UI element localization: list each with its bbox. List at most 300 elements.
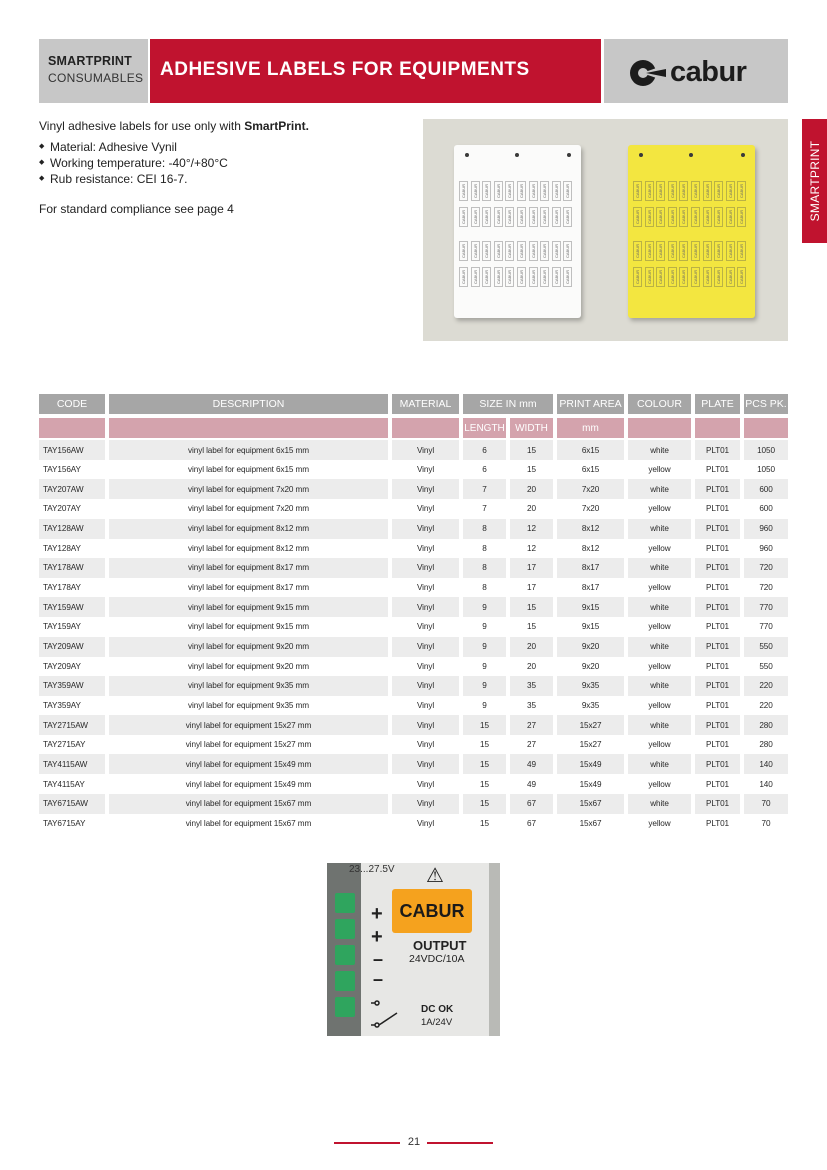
- cell-code: TAY128AW: [39, 519, 105, 539]
- mini-label: CABUR: [494, 241, 503, 261]
- mini-label: CABUR: [529, 207, 538, 227]
- mini-label: CABUR: [668, 241, 677, 261]
- cell-plate: PLT01: [695, 715, 740, 735]
- cell-colour: white: [628, 558, 691, 578]
- table-row: [39, 578, 788, 598]
- mini-label: CABUR: [482, 207, 491, 227]
- cell-width: 20: [527, 661, 536, 671]
- cell-plate: PLT01: [695, 558, 740, 578]
- table-row: [39, 440, 788, 460]
- side-section-tab: [802, 119, 827, 243]
- page-footer: [334, 1136, 493, 1150]
- mini-label: CABUR: [459, 241, 468, 261]
- cell-material: Vinyl: [392, 637, 459, 657]
- cell-length: 9: [482, 622, 487, 632]
- cell-material: Vinyl: [392, 794, 459, 814]
- mini-label: CABUR: [633, 207, 642, 227]
- cell-material: Vinyl: [392, 676, 459, 696]
- cell-description: vinyl label for equipment 9x35 mm: [109, 676, 388, 696]
- mini-label: CABUR: [459, 267, 468, 287]
- cell-pcs: 550: [759, 661, 773, 671]
- cell-pcs: 70: [744, 794, 788, 814]
- cell-code: TAY159AW: [39, 597, 105, 617]
- cell-colour: white: [628, 676, 691, 696]
- cell-colour: white: [628, 637, 691, 657]
- cell-material: Vinyl: [392, 715, 459, 735]
- cell-width: 15: [527, 622, 536, 632]
- mini-label: CABUR: [482, 267, 491, 287]
- cell-plate: PLT01: [705, 583, 729, 593]
- output-spec: 24VDC/10A: [409, 953, 465, 965]
- page-title: ADHESIVE LABELS FOR EQUIPMENTS: [160, 59, 530, 80]
- col-print-area-unit: mm: [557, 418, 624, 438]
- table-row: [39, 617, 788, 637]
- cell-pcs: 720: [759, 583, 773, 593]
- cell-material: Vinyl: [392, 440, 459, 460]
- mini-label: CABUR: [517, 207, 526, 227]
- label-grid: [459, 181, 576, 299]
- footer-line: [427, 1142, 493, 1144]
- col-length-header: LENGTH: [463, 418, 506, 438]
- table-row: [39, 460, 788, 480]
- mini-label: CABUR: [552, 267, 561, 287]
- cell-pcs: 1050: [744, 440, 788, 460]
- subsection-title: CONSUMABLES: [48, 71, 144, 85]
- cell-material: Vinyl: [416, 700, 435, 710]
- dc-ok-spec: 1A/24V: [421, 1017, 453, 1028]
- mini-label: CABUR: [552, 241, 561, 261]
- cell-print-area: 9x20: [557, 637, 624, 657]
- cell-length: 15: [480, 779, 489, 789]
- cell-code: TAY4115AY: [43, 779, 85, 789]
- cell-description: vinyl label for equipment 6x15 mm: [109, 440, 388, 460]
- mini-label: CABUR: [471, 207, 480, 227]
- mini-label: CABUR: [691, 207, 700, 227]
- cell-pcs: 960: [759, 543, 773, 553]
- cell-pcs: 280: [744, 715, 788, 735]
- cell-colour: white: [628, 479, 691, 499]
- cell-code: TAY156AW: [39, 440, 105, 460]
- mini-label: CABUR: [471, 267, 480, 287]
- cell-print-area: 9x15: [557, 597, 624, 617]
- compliance-note: For standard compliance see page 4: [39, 202, 234, 216]
- cell-length: 9: [463, 597, 506, 617]
- mini-label: CABUR: [552, 207, 561, 227]
- cell-material: Vinyl: [416, 661, 435, 671]
- mini-label: CABUR: [633, 181, 642, 201]
- mini-label: CABUR: [656, 267, 665, 287]
- cell-print-area: 9x35: [557, 676, 624, 696]
- cell-code: TAY2715AY: [43, 740, 86, 750]
- col-description-header: DESCRIPTION: [109, 394, 388, 414]
- terminal-block: [335, 997, 355, 1017]
- sheet-hole: [465, 153, 469, 157]
- cell-width: 67: [510, 794, 553, 814]
- cell-plate: PLT01: [705, 740, 729, 750]
- subheader-blank: [109, 418, 388, 438]
- mini-label: CABUR: [459, 207, 468, 227]
- mini-label: CABUR: [714, 241, 723, 261]
- table-row: [39, 794, 788, 814]
- cell-code: TAY209AW: [39, 637, 105, 657]
- mini-label: CABUR: [703, 207, 712, 227]
- cell-length: 8: [482, 583, 487, 593]
- mini-label: CABUR: [494, 207, 503, 227]
- cell-print-area: 8x17: [581, 583, 600, 593]
- terminal-block: [335, 919, 355, 939]
- table-row: [39, 519, 788, 539]
- mini-label: CABUR: [737, 267, 746, 287]
- cell-pcs: 70: [761, 818, 771, 828]
- cell-pcs: 280: [759, 740, 773, 750]
- mini-label: CABUR: [529, 267, 538, 287]
- cell-plate: PLT01: [705, 465, 729, 475]
- label-grid: [633, 181, 750, 299]
- mini-label: CABUR: [552, 181, 561, 201]
- cell-code: TAY209AY: [43, 661, 81, 671]
- dc-ok-title: DC OK: [421, 1004, 454, 1015]
- cell-material: Vinyl: [416, 740, 435, 750]
- cell-pcs: 770: [744, 597, 788, 617]
- cell-material: Vinyl: [416, 465, 435, 475]
- cell-material: Vinyl: [416, 779, 435, 789]
- product-photo: [423, 119, 788, 341]
- cell-width: 15: [510, 440, 553, 460]
- table-row: [39, 754, 788, 774]
- output-title: OUTPUT: [413, 938, 467, 953]
- cell-material: Vinyl: [416, 818, 435, 828]
- mini-label: CABUR: [691, 181, 700, 201]
- mini-label: CABUR: [517, 267, 526, 287]
- cell-pcs: 960: [744, 519, 788, 539]
- mini-label: CABUR: [668, 207, 677, 227]
- mini-label: CABUR: [679, 267, 688, 287]
- cell-colour: yellow: [648, 543, 671, 553]
- page-title-bar: [150, 39, 601, 103]
- mini-label: CABUR: [482, 241, 491, 261]
- cell-description: vinyl label for equipment 15x49 mm: [185, 779, 312, 789]
- cell-width: 20: [510, 637, 553, 657]
- cell-description: vinyl label for equipment 9x35 mm: [188, 700, 309, 710]
- cell-description: vinyl label for equipment 7x20 mm: [109, 479, 388, 499]
- cell-description: vinyl label for equipment 8x17 mm: [109, 558, 388, 578]
- cell-description: vinyl label for equipment 9x20 mm: [109, 637, 388, 657]
- mini-label: CABUR: [714, 181, 723, 201]
- mini-label: CABUR: [540, 267, 549, 287]
- cell-width: 15: [510, 597, 553, 617]
- cell-pcs: 600: [759, 504, 773, 514]
- table-row: [39, 499, 788, 519]
- mini-label: CABUR: [679, 241, 688, 261]
- mini-label: CABUR: [471, 241, 480, 261]
- cell-print-area: 7x20: [557, 479, 624, 499]
- cell-code: TAY128AY: [43, 543, 81, 553]
- cell-length: 15: [480, 818, 489, 828]
- cell-plate: PLT01: [705, 779, 729, 789]
- cell-print-area: 15x49: [557, 754, 624, 774]
- cell-plate: PLT01: [695, 676, 740, 696]
- mini-label: CABUR: [714, 207, 723, 227]
- cell-colour: yellow: [648, 740, 671, 750]
- mini-label: CABUR: [656, 207, 665, 227]
- cell-print-area: 8x17: [557, 558, 624, 578]
- cell-print-area: 7x20: [581, 504, 600, 514]
- panel-edge: [489, 863, 500, 1036]
- intro-lead: [39, 118, 409, 134]
- cell-code: TAY2715AW: [39, 715, 105, 735]
- sheet-hole: [515, 153, 519, 157]
- cell-length: 6: [463, 440, 506, 460]
- sheet-hole: [639, 153, 643, 157]
- cell-pcs: 1050: [757, 465, 775, 475]
- cell-width: 12: [510, 519, 553, 539]
- warning-icon: ⚠: [426, 865, 444, 887]
- mini-label: CABUR: [494, 267, 503, 287]
- mini-label: CABUR: [691, 241, 700, 261]
- cell-material: Vinyl: [392, 558, 459, 578]
- mini-label: CABUR: [505, 207, 514, 227]
- section-header: [39, 39, 148, 103]
- cell-colour: yellow: [648, 465, 671, 475]
- cell-length: 15: [463, 794, 506, 814]
- brand-box: [604, 39, 788, 103]
- cell-material: Vinyl: [392, 519, 459, 539]
- cell-material: Vinyl: [416, 622, 435, 632]
- mini-label: CABUR: [633, 267, 642, 287]
- sheet-hole: [689, 153, 693, 157]
- cell-description: vinyl label for equipment 15x27 mm: [109, 715, 388, 735]
- cell-colour: yellow: [648, 583, 671, 593]
- table-row: [39, 479, 788, 499]
- cell-description: vinyl label for equipment 15x67 mm: [109, 794, 388, 814]
- cell-plate: PLT01: [695, 519, 740, 539]
- mini-label: CABUR: [714, 267, 723, 287]
- col-pcs-header: PCS PK.: [744, 394, 788, 414]
- table-row: [39, 637, 788, 657]
- mini-label: CABUR: [505, 181, 514, 201]
- cell-length: 9: [482, 700, 487, 710]
- cell-colour: yellow: [648, 779, 671, 789]
- cell-print-area: 8x12: [557, 519, 624, 539]
- cell-plate: PLT01: [695, 440, 740, 460]
- cell-print-area: 9x20: [581, 661, 600, 671]
- mini-label: CABUR: [645, 181, 654, 201]
- cell-width: 49: [510, 754, 553, 774]
- mini-label: CABUR: [471, 181, 480, 201]
- feature-list: [39, 139, 409, 187]
- cell-width: 12: [527, 543, 536, 553]
- mini-label: CABUR: [656, 241, 665, 261]
- mini-label: CABUR: [668, 181, 677, 201]
- cell-material: Vinyl: [392, 479, 459, 499]
- cell-colour: white: [628, 794, 691, 814]
- minus-sign: –: [373, 949, 384, 969]
- cell-pcs: 770: [759, 622, 773, 632]
- mini-label: CABUR: [517, 241, 526, 261]
- terminal-block: [335, 945, 355, 965]
- cell-print-area: 8x12: [581, 543, 600, 553]
- cell-print-area: 15x27: [557, 715, 624, 735]
- cell-colour: white: [628, 715, 691, 735]
- cell-code: TAY207AY: [43, 504, 81, 514]
- cell-print-area: 15x49: [579, 779, 602, 789]
- cell-description: vinyl label for equipment 8x12 mm: [109, 519, 388, 539]
- cell-material: Vinyl: [416, 543, 435, 553]
- feature-item: ◆ Material: Adhesive Vynil: [39, 139, 409, 155]
- mini-label: CABUR: [691, 267, 700, 287]
- cell-length: 8: [463, 558, 506, 578]
- table-row: [39, 538, 788, 558]
- col-width-header: WIDTH: [510, 418, 553, 438]
- side-tab-label: SMARTPRINT: [807, 140, 822, 222]
- table-row: [39, 558, 788, 578]
- mini-label: CABUR: [563, 181, 572, 201]
- table-row: [39, 813, 788, 833]
- cell-plate: PLT01: [705, 700, 729, 710]
- cell-colour: yellow: [648, 504, 671, 514]
- cell-width: 17: [527, 583, 536, 593]
- subheader-blank: [695, 418, 740, 438]
- terminal-block: [335, 893, 355, 913]
- cell-description: vinyl label for equipment 15x67 mm: [185, 818, 312, 828]
- cell-print-area: 6x15: [581, 465, 600, 475]
- cell-pcs: 140: [759, 779, 773, 789]
- cell-length: 8: [482, 543, 487, 553]
- mini-label: CABUR: [656, 181, 665, 201]
- mini-label: CABUR: [633, 241, 642, 261]
- minus-sign: –: [373, 969, 384, 989]
- cell-pcs: 550: [744, 637, 788, 657]
- table-row: [39, 676, 788, 696]
- cell-plate: PLT01: [695, 794, 740, 814]
- mini-label: CABUR: [494, 181, 503, 201]
- table-row: [39, 735, 788, 755]
- yellow-label-sheet: [628, 145, 755, 318]
- cell-length: 9: [463, 637, 506, 657]
- mini-label: CABUR: [505, 267, 514, 287]
- cabur-logo: [628, 56, 746, 89]
- cell-code: TAY207AW: [39, 479, 105, 499]
- table-row: [39, 695, 788, 715]
- cell-width: 15: [527, 465, 536, 475]
- cell-description: vinyl label for equipment 8x12 mm: [188, 543, 309, 553]
- feature-item: ◆ Working temperature: -40°/+80°C: [39, 155, 409, 171]
- cell-code: TAY156AY: [43, 465, 81, 475]
- col-size-header: SIZE IN mm: [463, 394, 553, 414]
- feature-item: ◆ Rub resistance: CEI 16-7.: [39, 171, 409, 187]
- subheader-blank: [628, 418, 691, 438]
- cell-width: 20: [527, 504, 536, 514]
- section-title: SMARTPRINT: [48, 54, 132, 68]
- brand-name: cabur: [670, 56, 747, 88]
- cell-length: 9: [463, 676, 506, 696]
- subheader-blank: [392, 418, 459, 438]
- footer-line: [334, 1142, 400, 1144]
- cell-description: vinyl label for equipment 15x49 mm: [109, 754, 388, 774]
- cell-material: Vinyl: [392, 597, 459, 617]
- cell-width: 27: [527, 740, 536, 750]
- mini-label: CABUR: [563, 241, 572, 261]
- cell-code: TAY4115AW: [39, 754, 105, 774]
- cell-pcs: 220: [744, 676, 788, 696]
- table-row: [39, 715, 788, 735]
- intro-text: [39, 118, 409, 217]
- mini-label: CABUR: [529, 241, 538, 261]
- cabur-logo-mark-icon: [628, 58, 668, 88]
- mini-label: CABUR: [668, 267, 677, 287]
- cell-pcs: 600: [744, 479, 788, 499]
- table-subheader-row: [39, 418, 788, 438]
- mini-label: CABUR: [505, 241, 514, 261]
- cell-width: 35: [527, 700, 536, 710]
- cell-code: TAY6715AY: [43, 818, 86, 828]
- table-row: [39, 774, 788, 794]
- mini-label: CABUR: [737, 181, 746, 201]
- mini-label: CABUR: [540, 207, 549, 227]
- mini-label: CABUR: [482, 181, 491, 201]
- cell-length: 15: [463, 754, 506, 774]
- white-label-sheet: [454, 145, 581, 318]
- page-number: 21: [407, 1136, 421, 1148]
- cell-print-area: 15x27: [579, 740, 602, 750]
- cell-length: 9: [482, 661, 487, 671]
- sheet-hole: [741, 153, 745, 157]
- cell-length: 7: [463, 479, 506, 499]
- mini-label: CABUR: [737, 207, 746, 227]
- mini-label: CABUR: [679, 207, 688, 227]
- mini-label: CABUR: [540, 181, 549, 201]
- cell-plate: PLT01: [695, 479, 740, 499]
- cell-description: vinyl label for equipment 9x20 mm: [188, 661, 309, 671]
- cell-pcs: 720: [744, 558, 788, 578]
- cell-plate: PLT01: [705, 661, 729, 671]
- mini-label: CABUR: [703, 267, 712, 287]
- cell-description: vinyl label for equipment 9x15 mm: [109, 597, 388, 617]
- application-photo: [327, 863, 500, 1036]
- mini-label: CABUR: [529, 181, 538, 201]
- cell-material: Vinyl: [416, 504, 435, 514]
- cell-description: vinyl label for equipment 7x20 mm: [188, 504, 309, 514]
- mini-label: CABUR: [679, 181, 688, 201]
- table-header-row: [39, 394, 788, 414]
- cell-length: 15: [480, 740, 489, 750]
- cell-colour: white: [628, 597, 691, 617]
- cell-length: 6: [482, 465, 487, 475]
- cell-code: TAY359AW: [39, 676, 105, 696]
- cell-colour: yellow: [648, 818, 671, 828]
- cell-colour: yellow: [648, 622, 671, 632]
- cell-colour: yellow: [648, 700, 671, 710]
- cell-code: TAY178AY: [43, 583, 81, 593]
- mini-label: CABUR: [563, 207, 572, 227]
- cell-pcs: 140: [744, 754, 788, 774]
- col-plate-header: PLATE: [695, 394, 740, 414]
- cell-print-area: 6x15: [557, 440, 624, 460]
- table-row: [39, 597, 788, 617]
- cell-colour: white: [628, 519, 691, 539]
- mini-label: CABUR: [540, 241, 549, 261]
- mini-label: CABUR: [459, 181, 468, 201]
- cabur-printed-label: CABUR: [392, 889, 472, 933]
- intro-lead-product: SmartPrint.: [244, 119, 309, 133]
- cell-plate: PLT01: [695, 637, 740, 657]
- mini-label: CABUR: [645, 241, 654, 261]
- cell-colour: white: [628, 440, 691, 460]
- mini-label: CABUR: [726, 241, 735, 261]
- col-material-header: MATERIAL: [392, 394, 459, 414]
- mini-label: CABUR: [703, 241, 712, 261]
- col-code-header: CODE: [39, 394, 105, 414]
